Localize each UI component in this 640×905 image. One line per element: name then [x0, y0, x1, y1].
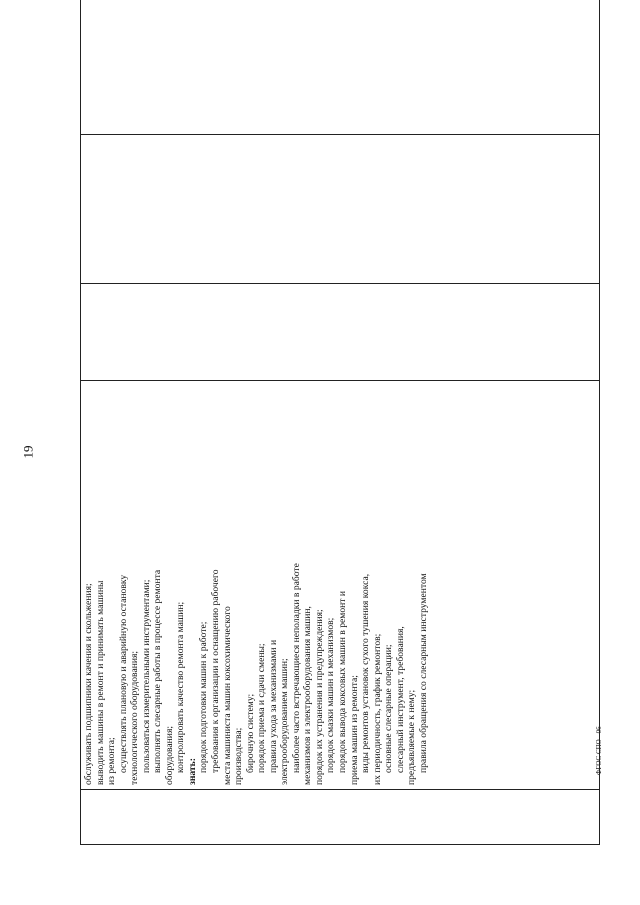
content-line: выполнять слесарные работы в процессе ремонта: [152, 569, 164, 773]
page-number: 19: [20, 445, 36, 459]
content-line: осуществлять плановую и аварийную остановку: [117, 574, 129, 773]
content-line: правила ухода за механизмами и: [267, 639, 279, 773]
content-line: обслуживать подшипники качения и скольжения;: [83, 583, 94, 785]
content-line: слесарный инструмент, требования,: [394, 626, 406, 773]
content-line: оборудования;: [163, 725, 175, 785]
content-line: порядок приема и сдачи смены;: [256, 643, 268, 773]
content-line: порядок подготовки машин к работе;: [198, 621, 210, 773]
table-row: [81, 0, 600, 845]
content-line: приема машин из ремонта;: [348, 675, 360, 785]
competency-table: [80, 0, 600, 845]
discipline-cell: [81, 135, 600, 284]
content-line: из ремонта;: [106, 737, 118, 785]
document-footer: ФГОС СПО - 06: [595, 726, 603, 775]
content-line: порядок вывода коксовых машин в ремонт и: [337, 590, 349, 773]
content-lines: [83, 385, 429, 785]
content-line: наиболее часто встречающиеся неполадки в работе: [290, 563, 302, 773]
content-line: предъявляемые к нему;: [406, 689, 418, 785]
content-line: места машиниста машин коксохимического: [221, 606, 233, 785]
hours-cell: [81, 284, 600, 381]
content-line: правила обращения со слесарным инструментом: [417, 573, 429, 773]
index-cell: [81, 790, 600, 845]
content-line: виды ремонтов установок сухого тушения кокса,: [360, 573, 372, 773]
content-line: бирочную систему;: [244, 693, 256, 773]
content-line: контролировать качество ремонта машин;: [175, 601, 187, 773]
content-line: основные слесарные операции;: [383, 644, 395, 773]
rotated-table-container: [80, 30, 600, 845]
content-line: механизмов и электрооборудования машин,: [302, 606, 314, 785]
content-line: выводить машины в ремонт и принимать машины: [94, 580, 106, 785]
content-line: порядок их устранения и предупреждения;: [313, 609, 325, 785]
content-cell: [81, 381, 600, 790]
content-line: пользоваться измерительными инструментами;: [140, 579, 152, 773]
content-line: технологического оборудования;: [129, 650, 141, 785]
content-line: порядок смазки машин и механизмов;: [325, 617, 337, 773]
content-line: их периодичность, график ремонтов;: [371, 633, 383, 785]
content-line: производства;: [233, 727, 245, 785]
competency-code-cell: [81, 0, 600, 135]
content-line: знать:: [186, 758, 198, 785]
content-line: электрооборудованием машин;: [279, 658, 291, 785]
rotated-table-frame: [80, 30, 600, 845]
content-line: требования к организации и оснащению рабочего: [210, 569, 222, 773]
